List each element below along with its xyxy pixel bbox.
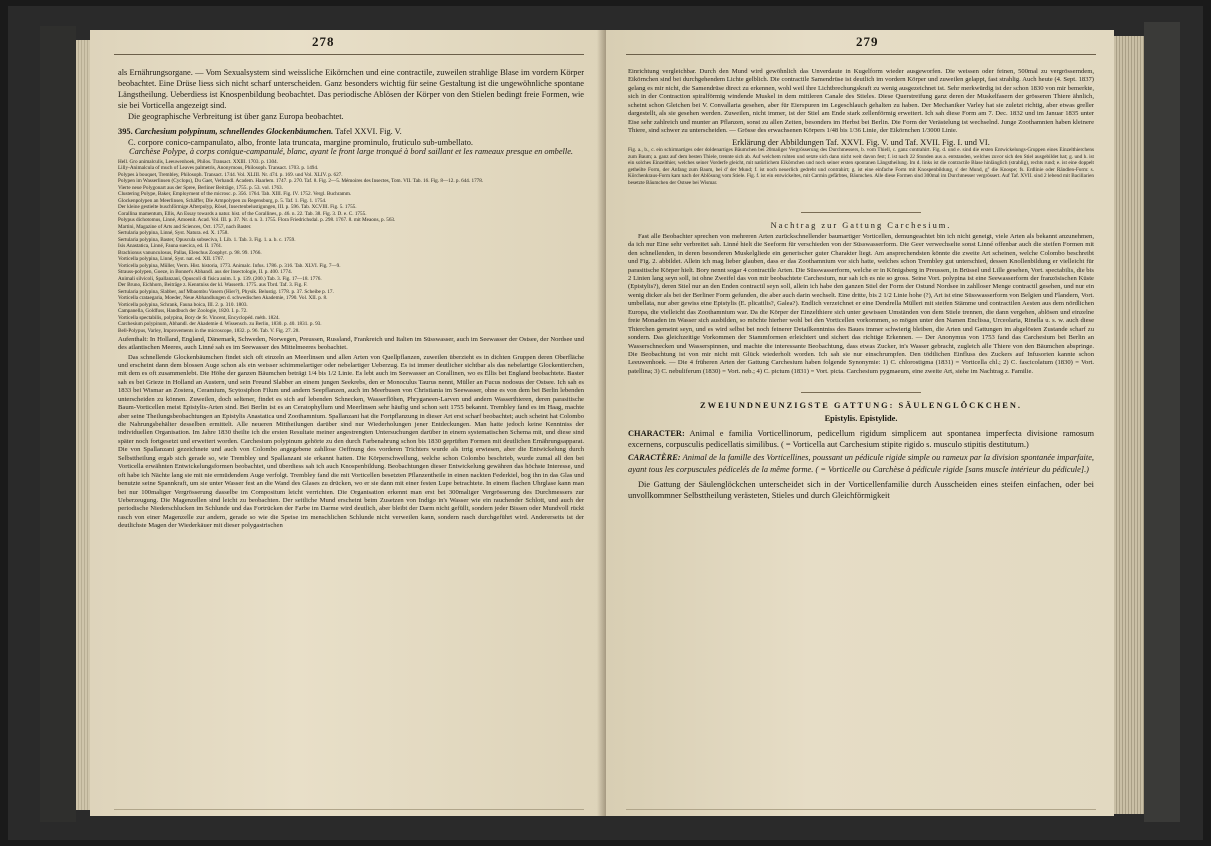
synonym-reference: Sertularia polypina, Linné, Syst. Natura. ed. X. 1758. xyxy=(118,230,229,237)
synonym-reference: Glockenpolypen an Meerlinsen, Schäffer, Die Armpolypen zu Regensburg, p. 5. Taf. 1. Fig. 1. 1754. xyxy=(118,197,327,204)
synonym-reference: Lilly-Animalcula of much of Leaves palmetris, Anonymous, Philosoph. Transact. 1703. p. 1494. xyxy=(118,165,319,172)
species-number: 395. xyxy=(118,126,133,136)
caractere-text: Animal de la famille des Vorticellines, poussant un pédicule rigide simple ou rameux par la division spontanée imparfaite, ayant tous les corpuscules pédicelés de la même forme. ( = Vorticelle ou Carchèse à pédicule rigide [sans muscle intérieur du pédicule].) xyxy=(628,453,1095,474)
synonym-reference: Carchesium polypinum, Abhandl. der Akademie d. Wissensch. zu Berlin, 1830. p. 40. 1831. p. 93. xyxy=(118,321,322,328)
synonym-reference: Bell-Polypus, Varley, Improvements in the microscope, 1832. p. 96. Tab. V. Fig. 27. 28. xyxy=(118,327,300,334)
character-label: CHARACTER: xyxy=(628,428,685,438)
synonym-reference: Polypen im Wasserlinsen (Cyclops), Du Gaet, Verhandl. Academ. Haarlem. 1747. p. 270. Taf. 8. Fig. 2—5. Mémoires des Insectes, Tom. VII. Tab. 16. Fig. 8—12. p. 644. 1778. xyxy=(118,178,484,185)
right-page xyxy=(606,30,1114,816)
left-column xyxy=(118,68,584,531)
synonym-reference: Der kleine gestielte buschförmige Afterpolyp, Rösel, Insectenbelustigungen, III. p. 596. Tab. XCVIII. Fig. 5. 1755. xyxy=(118,204,357,211)
bottom-rule xyxy=(626,809,1096,810)
page-number-left: 278 xyxy=(312,34,335,49)
synonym-reference: Vorticella polypina, Müller, Verm. Hist. historia, 1773. Animalc. Infus. 1786. p. 316. Tab. XLVI. Fig. 7—9. xyxy=(118,262,341,269)
main-text: Das schnellende Glockenbäumchen findet sich oft einzeln an Meerlinsen und allen Arten von Quellpflanzen, zuweilen überzieht es in dichten Gruppen deren Oberfläche und erscheint dann dem blossen Auge schon als ein weisser schimmelartiger oder nebelartiger Ueberzug. Es ist immer deutlicher sichtbar als das nebelartige Glockentierchen, mit dem es oft zusammenlebt. Die Höhe der ganzen Bäumchen beträgt 1/4 bis 1/2 Linie. Es lebt auch im Seewasser an Corallinen, wo es Ellis bei England beobachtete. Baster sah es bei Grieze in Holland an Austern, und sein Freund Slabber an einem jungen Seekrebs, den er Monoculus Taurus nennt, Müller an Fucus nodosus der Ostsee. Ich sah es 1833 bei Wismar an Zostera, Ceramium, Scytosiphon Filum und andern Seepflanzen, auch im Meerbusen von Christiania im Seewasser, ohne es von dem bei Berlin lebenden unterscheiden zu können. Zuweilen, doch seltener, findet es sich auf lebenden Schnecken, Wasserflöhen, Phryganeen-Larven und andern Wasserthieren, deren parasitische Baum-Vorticellen meist Epistylis-Arten sind. Bei Berlin ist es an Ceratophyllum und Meerlinsen sehr häufig und schon seit 1755 bekannt. Trembley fand es im Haag, machte aber seine Theilungsbeobachtungen an Epistylis Anastatica und Zoothamnium. Spallanzani hat die Fortpflanzung in dieser Art erst scharf beobachtet; auch scheint hat Colombo die Nahrungsbehälter desselben ermittelt. Alle neueren Mittheilungen darüber sind nur Wiederholungen jener Entdeckungen. Man hatte jedoch keine Kenntniss der individuellen Organisation. Im Jahre 1830 theilte ich die ersten Resultate meiner angestrengten Untersuchungen darüber in einem systematischen Schema mit, und diese sind später noch fortgesetzt und erweitert worden. Carchesium polypinum gehörte zu den durch Farbenahrung schon bis 1830 geprüften Formen mit deutlichen Ernährungsapparat. Die von Spallanzani gezeichnete und auch von Colombo angegebene zahllose Oeffnung des vorderen Trichters wurde als irrig erwiesen, aber die Entwickelung durch Selbsttheilung ergab sich gerade so, wie Trembley und Spallanzani sie erkannt hatten. Die Körperschwellung, welche schon Colombo beschrieb, wurde zumal all den bei Vorticella erwähnten Entwickelungsformen beobachtet, und überdiess sah ich auch Knospenbildung. Beobachtungen dieser Entwickelung gewähren das höchste Interesse, und oft habe ich Nächte lang sie mit nie ermüdendem Auge verfolgt. Trembley fand die mit Vorticellen besetzten Pflanzentheile in einen nackten Federkiel, bog ihn in das Glas und benutzte seine Spannkraft, um sie unter Wasser fest an die Wand des Glases zu drücken, wo er sie dann mit einer festen Lupe betrachtete. In einem flachen Uhrglase kann man bei nur 100maliger Vergrösserung dasselbe im Compositum leicht verrichten. Die Organisation erkennt man erst bei 300maliger Vergrösserung des Durchmessers zur Ueberzeugung. Die Magenzellen sind leicht zu beobachten. Der seitliche Mund erscheint beim Zusetzen von Indigo in's Wasser wie ein rauchender Schlott, und auch der periodische Niederschlucken im Schlunde und das Fortrücken der Farbe im Darme wird deutlich, aber bleibt der Darm nicht gefüllt, sondern jeder Bissen oder Mundvoll rückt rasch von einer Magenzelle zur andern, gerade so wie die Speise im menschlichen Schlunde nicht verweilen kann, sondern rasch durchgeführt wird. Andererseits ist der deutlichste Magen der Wiederkäuer mit dieser polygastrischen xyxy=(118,353,584,530)
synonym-reference: Vorticella polypina, Schrank, Fauna boica, III. 2. p. 310. 1803. xyxy=(118,301,248,308)
page-number-right: 279 xyxy=(856,34,879,49)
header-rule xyxy=(626,54,1096,55)
caractere-block xyxy=(628,452,1094,475)
right-column xyxy=(628,68,1094,502)
species-title: Carchesium polypinum, schnellendes Glockenbäumchen. xyxy=(134,126,334,136)
bottom-rule xyxy=(114,809,584,810)
section-divider xyxy=(801,212,921,213)
right-page-edges xyxy=(1114,36,1144,814)
geography-line: Die geographische Verbreitung ist über ganz Europa beobachtet. xyxy=(128,111,344,121)
synonym-reference: Sertularia polypina, Baster, Opuscula subseciva, I. Lib. 1. Tab. 3. Fig. 1. a. b. c. 1759. xyxy=(118,236,296,243)
plates-explanation: Fig. a., b., c. ein schirmartiges oder doldenartiges Bäumchen bei 20maliger Vergrösserung des Durchmessers, b. vom Thiell, c. ganz contrahirt. Fig. d. und e. sind die ersten Entwickelungs-Gruppen eines Einzelthierchens zum Baum; a. ganz auf dem besten Thiele, trennte sich ab. Auf welchem ruhten und setzte sich dann nicht weit davon fest; f. ist nach 22 Stunden aus a. entstanden, welches zuvor sich den Stiel ausgebildet hat; g. und h. ist ein solches Einzelthier, welches seiner Vorderfe gleicht, mit natürlichem Eikörnchen und noch seiner ersten spontanen Längstheilung. Im d. links ist die contractile Blase hinlänglich (strahlig), rechts rund; e. ist eine doppelt getheilte Form, der Anfang zum Baum, bei d' der Mund; f. ist noch neuerlich gedreht und contrahirt; g. ist eine einfache Form mit Knospenbildung, s' der Mund, g'' die Knospe; fs. Erdlinie oder Rändlen-Form: s. Körchenkraus-Form kam nach der Ablösung vom Stiele. Fig. f. ist ein entwickeltes, mit Carmin gefärbtes, Bäumchen. Alle diese Formen sind 300mal im Durchmesser vergrössert. Auf Taf. XVII. sind 2 lebend mit Bacillarien besetzte Bäumchen der Ostsee bei Wismar. xyxy=(628,147,1094,186)
genus-title: ZWEIUNDNEUNZIGSTE GATTUNG: SÄULENGLÖCKCHEN. xyxy=(699,401,1022,411)
character-text: Animal e familia Vorticellinorum, pedicellum rigidum simplicem aut spontanea imperfecta divisione ramosum excernens, corpusculis pedicellatis similibus. ( = Vorticella aut Carchesium stipite rigido s. musculo stipitis destitutum.) xyxy=(628,428,1094,449)
synonym-reference: Martini, Magazine of Arts and Sciences, Oct. 1757, nach Baster. xyxy=(118,223,252,230)
synonym-reference: Vorticella spectabilis, polypina, Bory de St. Vincent, Encyclopéd. méth. 1824. xyxy=(118,314,280,321)
top-paragraph: Einrichtung vergleichbar. Durch den Mund wird gewöhnlich das Unverdaute in Kugelform wieder ausgeworfen. Die weissen oder feinen, 500mal zu vergrösserndem, Eikörnchen sind bei durchgehendem Lichte gelblich. Die contractile Samendrüse ist deutlich im vordern Körper und zuweilen gelappt, fast strahlig. Auch heute (4. Sept. 1837) gelang es mir nicht, die Samendrüse direct zu erkennen, wohl weil ihre Lichtbrechungskraft zu wenig ausgezeichnet ist. Sehr merkwürdig ist der schon 1830 von mir bemerkte, sich in der Contraction spiralförmig windende Muskel in dem mittleren Canale des Stieles. Diese Querstreifung ganz deren der Muskelfasern der grösseren Thiere ähnlich, scheint schon Gleichen bei V. Convallaria gesehen, aber für Eierspuren im Legeschlauch gehalten zu haben. Der Mechaniker Varley hat sie zuletzt richtig, aber etwas greller dargestellt, als sie gesehen werden. Zuweilen, nicht immer, ist der Stiel am Ende stark zellenförmig erweitert. Ich sah diese Form am 7. Dec. 1832 und im Januar 1835 unter Eise sehr zahlreich und munter an Pflanzen, sonst zu allen Zeiten, besonders im Herbst bei Berlin. Die Form der Verästelung ist wechselnd. Junge Zoothamnien haben kleinere Thiere, sind schwer zu unterscheiden. — Grösse des erwachsenen Körpers 1/48 bis 1/36 Linie, der Eikörnchen 1/3000 Linie. xyxy=(628,68,1094,135)
closing-paragraph: Die Gattung der Säulenglöckchen unterscheidet sich in der Vorticellenfamilie durch Ausscheiden eines steifen einfachen, oder bei unvollkommner Selbsttheilung verästeten, Stieles und durch Gleichförmigkeit xyxy=(628,479,1094,501)
species-plate: Tafel XXVI. Fig. V. xyxy=(335,126,402,136)
synonym-reference: Strauss-polypen, Goeze, in Bonnet's Abhandl. aus der Insectologie, II. p. 400. 1774. xyxy=(118,269,292,276)
synonym-reference: Corallina mamentum, Ellis, An Essay towards a natur. hist. of the Corallines, p. 46. n. 22. Tab. 38. Fig. 3. D. e. C. 1755. xyxy=(118,210,367,217)
nachtrag-title: Nachtrag zur Gattung Carchesium. xyxy=(770,221,952,231)
left-page-edges xyxy=(76,40,90,810)
latin-diagnosis: C. corpore conico-campanulato, albo, fronte lata truncata, margine prominulo, fruticulo sub-umbellato. xyxy=(128,137,473,147)
synonym-reference: Vorticella polypina, Linné, Syst. nat. ed. XII. 1767. xyxy=(118,256,225,263)
left-cover xyxy=(40,26,76,822)
synonym-reference: Polypus dichotomus, Linné, Amoenit. Acad. Vol. III. p. 37. Nr. 4. n. 3. 1755. Flora Friedrichsdal. p. 298. 1767. 8. mit Meaons, p. 563. xyxy=(118,217,396,224)
synonym-reference: Sertularia polypina, Slabber, auf Mbaombu Vasern (Hier?), Physik. Belustig. 1778. p. 37. Scheibe p. 17. xyxy=(118,288,334,295)
caractere-label: CARACTÈRE: xyxy=(628,453,681,463)
header-rule xyxy=(114,54,584,55)
plates-title: Erklärung der Abbildungen Taf. XXVI. Fig. V. und Taf. XVII. Fig. I. und VI. xyxy=(732,137,990,147)
synonym-reference: Vierte neue Polygonart aus der Spree, Berliner Beiträge, 1755. p. 53. vol. 1763. xyxy=(118,184,283,191)
synonym-reference: Hell. Gro animalculis, Leeuwenhoek, Philos. Transact. XXIII. 1703. p. 1304. xyxy=(118,158,278,165)
species-heading xyxy=(118,127,584,138)
synonym-reference: Brachionus vanunculosus, Pallas, Elenchus Zoophyt. p. 98. 99. 1766. xyxy=(118,249,262,256)
right-cover xyxy=(1144,22,1180,822)
synonym-reference: Clustering Polype, Baker, Employment of the microsc. p. 356. 1764. Tab. XIII. Fig. IV. 1752. Vergl. Buchramm. xyxy=(118,191,352,198)
synonym-reference: Animali silvicoli, Spallanzani, Opuscoli di fisica anim. I. p. 139. (200.) Tab. 3. Fig. 17—18. 1776. xyxy=(118,275,322,282)
locality-paragraph: Aufenthalt: In Holland, England, Dänemark, Schweden, Norwegen, Preussen, Russland, Frankreich und Italien im Süsswasser, auch im Seewasser der Ostsee, der Nordsee und des atlantischen Meeres, auch Linné sah es im Seewasser des Mittelmeeres beobachtet. xyxy=(118,336,584,351)
french-diagnosis: Carchèse Polype, à corps conique-campanulé, blanc, ayant le front large tronqué à bord saillant et les rameaux presque en ombelle. xyxy=(128,147,573,157)
character-block xyxy=(628,428,1094,451)
opening-paragraph: als Ernährungsorgane. — Vom Sexualsystem sind weissliche Eikörnchen und eine contractile, zuweilen strahlige Blase im vordern Körper beobachtet. Eine Drüse liess sich nicht scharf unterscheiden. Ganz besonders wichtig für seine Gestaltung ist die ungewöhnliche spontane Längstheilung. Ueberdiess ist Knospenbildung beobachtet. Das periodische Ablösen der Körper von den Stielen bedingt freie Formen, wie sie bei Vorticella angezeigt sind. xyxy=(118,68,584,110)
synonym-reference: Der Bruno, Eichhorn, Beiträge z. Kenntniss der kl. Wasserth. 1775. aus Tbrd. Taf. 3. Fig. F. xyxy=(118,282,308,289)
synonym-reference: Polypes à bouquet, Trembley, Philosoph. Transact. 1744. Vol. XLIII. Nr. 474. p. 169. und Vol. XLIV. p. 627. xyxy=(118,171,343,178)
synonym-reference: Campanella, Goldfuss, Handbuch der Zoologie, 1820. I. p. 72. xyxy=(118,308,248,315)
synonymy-list xyxy=(118,159,584,335)
synonym-reference: Vorticella crataegaria, Moeder, Neue Abhandlungen d. schwedischen Akademie, 1790. Vol. XII. p. 8. xyxy=(118,295,328,302)
section-divider xyxy=(801,392,921,393)
synonym-reference: Isis Anastatica, Linné, Fauna suecica, ed. II. 1761. xyxy=(118,243,223,250)
left-page xyxy=(90,30,606,816)
nachtrag-text: Fast alle Beobachter sprechen von mehreren Arten zurückschnellender baumartiger Vorticellen, demungeachtet bin ich nicht geneigt, viele Arten als bekannt anzunehmen, da ich nur Eine sehr verbreitet sah. Linné hielt die Seeform für verschieden von der Süsswasserform. Die Geer verwechselte sonst Linné offenbar auch die steifen Formen mit den schnellenden, in deren besonderen Muskelgliede ein generischer guter Charakter liegt. Am ansprechendsten könnte die zweite Art scheinen, welche Colombo beschreibt und Fig. 2. abbildet. Allein ich mag lieber glauben, dass er das Zoothamnium vor sich hatte, welches schon Trembley gut unterschied, dessen Knollenbildung er vielleicht für parasitische Körper hielt. Bory nennt sogar 4 contractile Arten. Die Süsswasserform, welche er in Königsberg in Preussen, in Brüssel und Lille gesehen, Vort. spectabilis, die bis 2 Linien lang seyn soll, ist ohne Zweifel das von mir beobachtete Carchesium, nur sah ich es nie so gross. Seine Vort. polypina ist eine Seewasserform der französischen Küste (Epistylis?), deren Stiel nur an den Enden contractil seyn soll, allein ich habe den ganzen Stiel der Form der Ostund Nordsee in zahlloser Menge contractil gesehen, und nur ein wenig dicker als bei der Berliner Form gefunden, die aber auch darin wechselt. Eine dritte, bis 2 1/2 Linie hohe (?), Art ist eine Süsswasserform von Belgien und Flandern, Vort. umbellata, nur aber gewiss eine Epistylis (E. plicatilis?, Galea?). Endlich verzeichnet er eine Dendrella Mülleri mit steifen Stämme und contractilen Aesten aus dem nördlichen Europa, die vielleicht das Zoothamnium war. Da die Körper der Einzelthiere sich unter gewissen Umständen von dem Stiele trennen, die dann vergehen, ablösen und einzelne freie Monaden im Wasser sich ausbilden, so möchte hierher wohl bei den Vorticellen vorkommen, so mögen unter den Namen Enclissa, Urceolaria, Rinella u. s. w. auch diese Thierchen gemeint seyn, und es wird selbst bei noch feinerer Detailkenntniss des Baues immer schwierig bleiben, die Arten und Gattungen im abgelösten Zustande scharf zu sondern. Das gleichzeitige Vorkommen der Stammformen erleichtert und sichert das richtige Erkennen. — Der Anonymus von 1753 fand das Carchesium bei Berlin an Wasserschnecken und Wasserspinnen, und machte die interessante Beobachtung, dass etwas Zucker, in's Wasser gebracht, zugleich alle Thiere von den Bäumchen abspringe. Die Beobachtung ist von mir nicht mit Glück wiederholt worden. Ich sah sie nur einschrumpfen. Den tödtlichen Einfluss des Zuckers auf Infusorien kannte schon Leeuwenhoek. — Die 4 früheren Arten der Gattung Carchesium haben folgende Synonymie: 1) C. chlorostigma (1831) = Vorticella chl.; 2) C. fascicolatum (1830) = Vort. patellina; 3) C. nebuliferum (1830) = Vort. neb.; 4) C. pictum (1831) = Vort. picta. Carchesium pygmaeum, eine zweite Art, siehe im Nachtrag z. Familie. xyxy=(628,232,1094,375)
genus-subtitle: Epistylis. Epistylide. xyxy=(824,413,898,423)
